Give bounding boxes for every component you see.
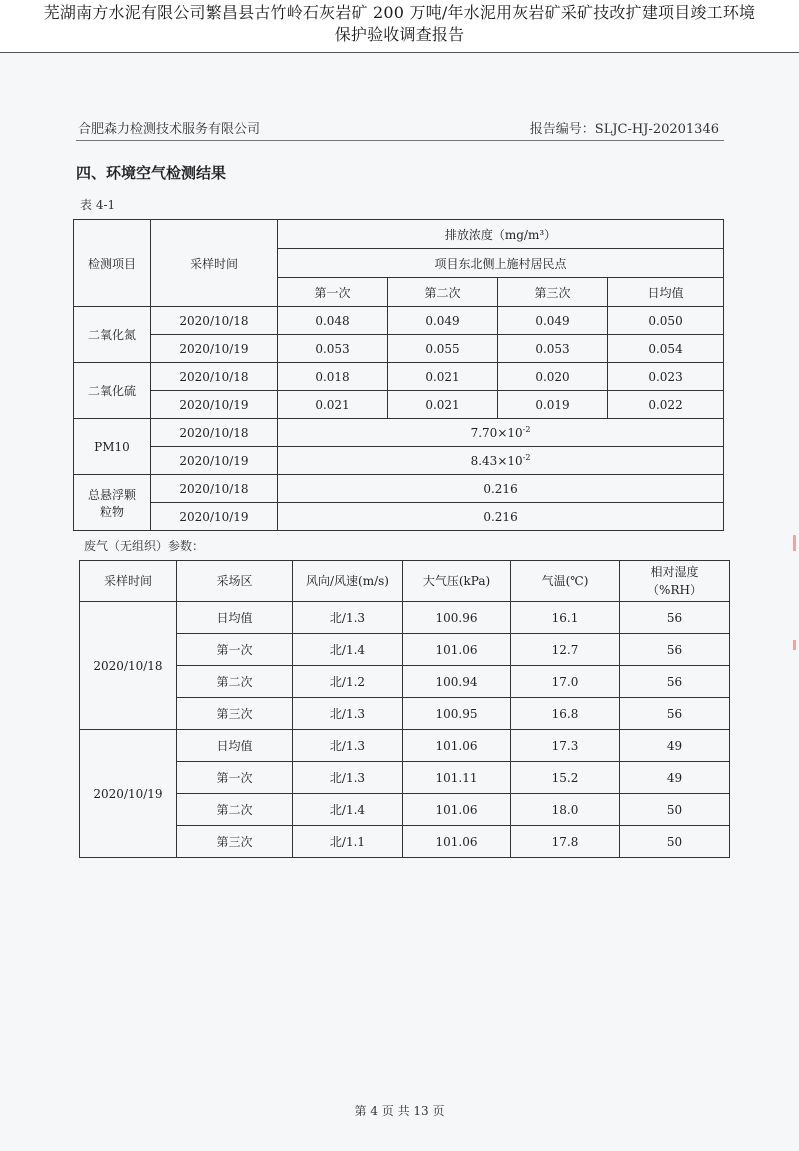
header-cell: 采样时间 (80, 561, 177, 602)
date-cell: 2020/10/19 (151, 503, 278, 531)
label-cell: 第一次 (177, 762, 293, 794)
label-cell: 日均值 (177, 730, 293, 762)
document-header (0, 0, 799, 53)
label-cell: 第二次 (177, 794, 293, 826)
edge-mark (793, 640, 796, 650)
edge-mark (793, 535, 796, 551)
header-cell: 第三次 (498, 278, 608, 307)
table-row (80, 602, 730, 634)
header-cell: 项目东北侧上施村居民点 (278, 249, 724, 278)
value-cell: 0.054 (608, 335, 724, 363)
value-cell: 16.8 (511, 698, 620, 730)
table-row (74, 391, 724, 419)
value-cell: 0.050 (608, 307, 724, 335)
value-cell: 北/1.3 (293, 602, 403, 634)
value-cell: 56 (620, 634, 730, 666)
value-cell: 15.2 (511, 762, 620, 794)
item-cell (74, 475, 151, 531)
value-cell: 0.018 (278, 363, 388, 391)
header-title-line2: 保护验收调查报告 (334, 25, 465, 44)
header-cell: 气温(℃) (511, 561, 620, 602)
report-number: 报告编号：SLJC-HJ-20201346 (529, 122, 719, 137)
table-row (80, 762, 730, 794)
value-cell: 50 (620, 794, 730, 826)
table-row (74, 503, 724, 531)
header-line: （%RH） (647, 583, 702, 597)
table-row (74, 335, 724, 363)
value-cell: 101.06 (403, 794, 511, 826)
header-cell: 检测项目 (74, 220, 151, 307)
header-cell: 采样时间 (151, 220, 278, 307)
value-cell: 0.216 (278, 475, 724, 503)
value-cell: 56 (620, 698, 730, 730)
header-cell: 排放浓度（mg/m³） (278, 220, 724, 249)
value-cell: 北/1.4 (293, 794, 403, 826)
header-cell: 日均值 (608, 278, 724, 307)
date-cell: 2020/10/19 (151, 391, 278, 419)
table-row (74, 475, 724, 503)
item-cell: 二氧化氮 (74, 307, 151, 363)
value-cell: 0.022 (608, 391, 724, 419)
value-cell: 0.023 (608, 363, 724, 391)
table-row (80, 666, 730, 698)
table-row (80, 826, 730, 858)
table-row (80, 794, 730, 826)
header-line: 相对湿度 (650, 565, 699, 579)
value-cell: 16.1 (511, 602, 620, 634)
label-cell: 第一次 (177, 634, 293, 666)
value-cell: 北/1.4 (293, 634, 403, 666)
header-cell: 风向/风速(m/s) (293, 561, 403, 602)
company-name: 合肥森力检测技术服务有限公司 (78, 122, 261, 137)
value-cell: 北/1.2 (293, 666, 403, 698)
value-cell: 北/1.3 (293, 762, 403, 794)
value-cell: 0.020 (498, 363, 608, 391)
header-cell (620, 561, 730, 602)
value-cell: 0.055 (388, 335, 498, 363)
value-cell: 0.021 (388, 391, 498, 419)
header-cell: 第二次 (388, 278, 498, 307)
date-cell: 2020/10/18 (151, 307, 278, 335)
value-cell: 0.053 (278, 335, 388, 363)
value-cell: 0.053 (498, 335, 608, 363)
header-cell: 大气压(kPa) (403, 561, 511, 602)
value-cell: 49 (620, 762, 730, 794)
date-cell: 2020/10/18 (151, 419, 278, 447)
value-cell: 0.021 (388, 363, 498, 391)
table-row (80, 634, 730, 666)
table-caption: 表 4-1 (80, 198, 116, 212)
value-cell: 50 (620, 826, 730, 858)
table-row (74, 419, 724, 447)
table-row (74, 307, 724, 335)
value-cell: 100.94 (403, 666, 511, 698)
value-cell: 0.048 (278, 307, 388, 335)
label-cell: 日均值 (177, 602, 293, 634)
date-cell: 2020/10/18 (151, 363, 278, 391)
date-cell: 2020/10/18 (80, 602, 177, 730)
date-cell: 2020/10/19 (151, 447, 278, 475)
weather-table (79, 560, 730, 858)
value-cell: 101.06 (403, 634, 511, 666)
value-cell: 北/1.3 (293, 698, 403, 730)
weather-caption: 废气（无组织）参数： (84, 539, 205, 553)
table-row (74, 447, 724, 475)
table-row (74, 363, 724, 391)
value-cell: 0.019 (498, 391, 608, 419)
date-cell: 2020/10/18 (151, 475, 278, 503)
value-cell: 北/1.1 (293, 826, 403, 858)
section-title: 四、环境空气检测结果 (76, 164, 227, 182)
table-row (80, 730, 730, 762)
value-exponent: -2 (522, 424, 531, 434)
value-cell (278, 419, 724, 447)
label-cell: 第二次 (177, 666, 293, 698)
value-cell: 17.0 (511, 666, 620, 698)
value-cell: 100.95 (403, 698, 511, 730)
header-cell: 采场区 (177, 561, 293, 602)
value-exponent: -2 (522, 452, 531, 462)
value-cell: 49 (620, 730, 730, 762)
item-label-line: 粒物 (99, 504, 124, 519)
value-cell: 17.8 (511, 826, 620, 858)
value-cell: 北/1.3 (293, 730, 403, 762)
air-quality-table (73, 219, 724, 531)
page-number: 第 4 页 共 13 页 (354, 1104, 445, 1118)
header-divider (76, 140, 724, 141)
date-cell: 2020/10/19 (151, 335, 278, 363)
item-cell: 二氧化硫 (74, 363, 151, 419)
value-cell: 17.3 (511, 730, 620, 762)
value-cell: 101.06 (403, 826, 511, 858)
value-cell: 12.7 (511, 634, 620, 666)
value-text: 8.43×10 (470, 453, 523, 468)
item-cell: PM10 (74, 419, 151, 475)
value-cell: 0.049 (498, 307, 608, 335)
value-text: 7.70×10 (470, 425, 523, 440)
value-cell: 0.021 (278, 391, 388, 419)
value-cell (278, 447, 724, 475)
value-cell: 101.06 (403, 730, 511, 762)
value-cell: 18.0 (511, 794, 620, 826)
label-cell: 第三次 (177, 826, 293, 858)
value-cell: 56 (620, 602, 730, 634)
value-cell: 101.11 (403, 762, 511, 794)
date-cell: 2020/10/19 (80, 730, 177, 858)
item-label-line: 总悬浮颗 (87, 487, 136, 502)
header-title-line1: 芜湖南方水泥有限公司繁昌县古竹岭石灰岩矿 200 万吨/年水泥用灰岩矿采矿技改扩建项目竣工环境 (43, 3, 756, 22)
value-cell: 0.049 (388, 307, 498, 335)
value-cell: 0.216 (278, 503, 724, 531)
table-row (80, 698, 730, 730)
value-cell: 100.96 (403, 602, 511, 634)
value-cell: 56 (620, 666, 730, 698)
label-cell: 第三次 (177, 698, 293, 730)
header-cell: 第一次 (278, 278, 388, 307)
